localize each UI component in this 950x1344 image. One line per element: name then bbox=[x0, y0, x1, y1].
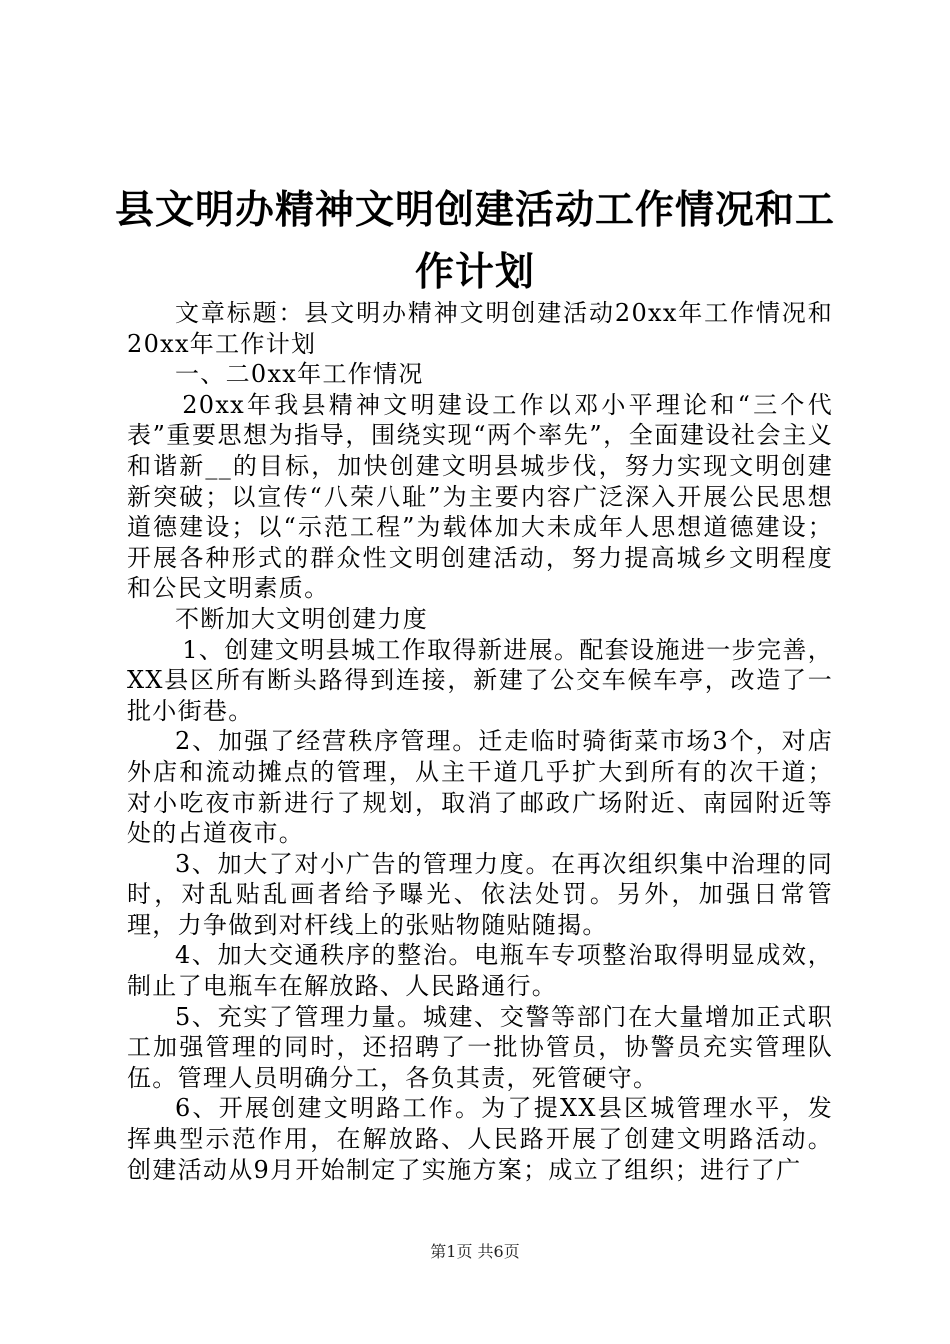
list-item: 4、加大交通秩序的整治。电瓶车专项整治取得明显成效，制止了电瓶车在解放路、人民路通行。 bbox=[127, 941, 833, 1001]
document-body bbox=[127, 298, 833, 1185]
list-item: 2、加强了经营秩序管理。迁走临时骑街菜市场3个，对店外店和流动摊点的管理，从主干道几乎扩大到所有的次干道；对小吃夜市新进行了规划，取消了邮政广场附近、南园附近等处的占道夜市。 bbox=[127, 727, 833, 848]
list-item: 3、加大了对小广告的管理力度。在再次组织集中治理的同时，对乱贴乱画者给予曝光、依法处罚。另外，加强日常管理，力争做到对杆线上的张贴物随贴随揭。 bbox=[127, 849, 833, 939]
subsection-heading: 不断加大文明创建力度 bbox=[175, 604, 428, 633]
document-title: 县文明办精神文明创建活动工作情况和工作计划 bbox=[114, 188, 835, 295]
list-item: 6、开展创建文明路工作。为了提XX县区城管理水平，发挥典型示范作用，在解放路、人民路开展了创建文明路活动。创建活动从9月开始制定了实施方案；成立了组织；进行了广 bbox=[127, 1094, 833, 1184]
article-title-line: 文章标题：县文明办精神文明创建活动20xx年工作情况和20xx年工作计划 bbox=[127, 299, 833, 358]
body-paragraph: 20xx年我县精神文明建设工作以邓小平理论和“三个代表”重要思想为指导，围绕实现“两个率先”，全面建设社会主义和谐新__的目标，加快创建文明县城步伐，努力实现文明创建新突破；以宣传“八荣八耻”为主要内容广泛深入开展公民思想道德建设；以“示范工程”为载体加大未成年人思想道德建设；开展各种形式的群众性文明创建活动，努力提高城乡文明程度和公民文明素质。 bbox=[127, 390, 833, 603]
section-heading: 一、二0xx年工作情况 bbox=[175, 360, 424, 389]
list-item: 1、创建文明县城工作取得新进展。配套设施进一步完善，XX县区所有断头路得到连接，新建了公交车候车亭，改造了一批小街巷。 bbox=[127, 635, 833, 725]
list-item: 5、充实了管理力量。城建、交警等部门在大量增加正式职工加强管理的同时，还招聘了一批协管员，协警员充实管理队伍。管理人员明确分工，各负其责，死管硬守。 bbox=[127, 1002, 833, 1092]
page-number-footer: 第1页 共6页 bbox=[430, 1242, 520, 1261]
